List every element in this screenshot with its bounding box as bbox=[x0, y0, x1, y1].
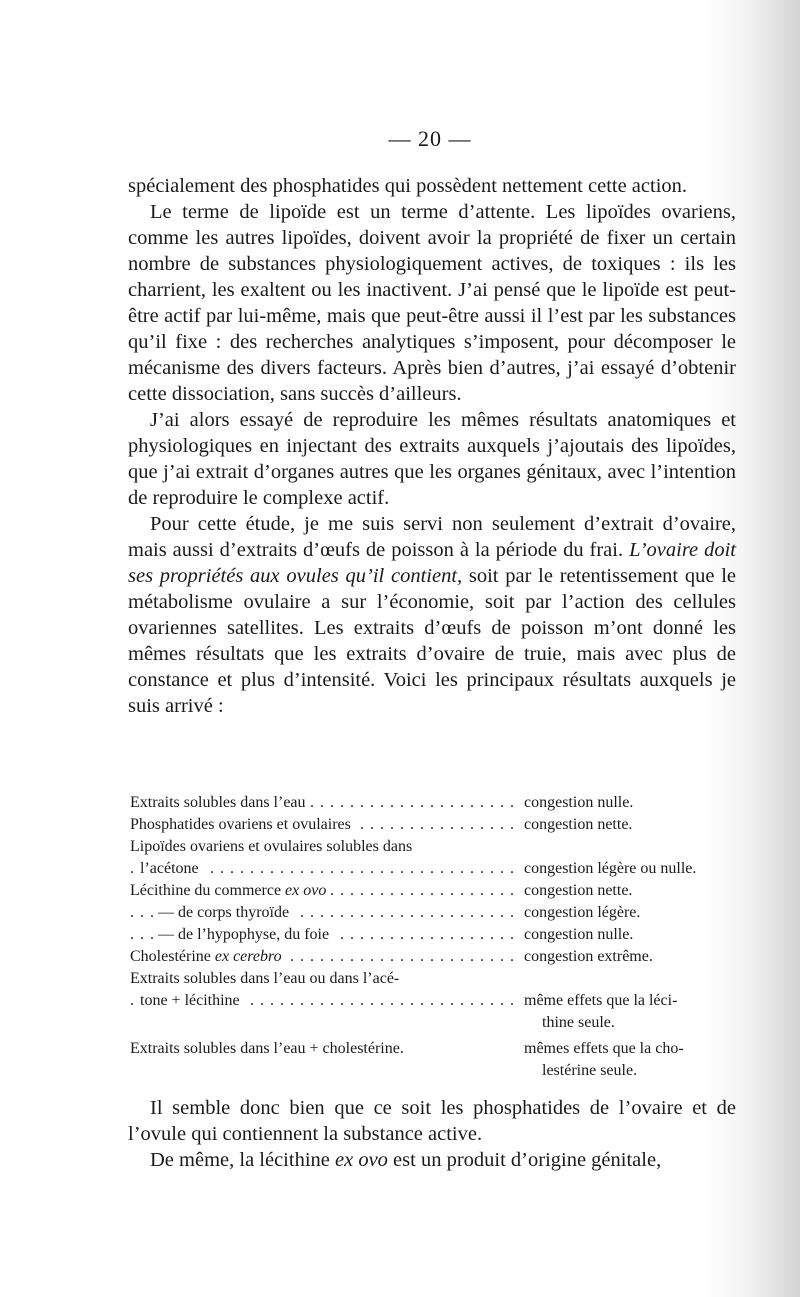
result-row bbox=[130, 814, 740, 836]
result-value: congestion nette. bbox=[524, 816, 633, 833]
result-item: — de corps thyroïde bbox=[158, 904, 293, 921]
body-text-bottom bbox=[128, 1095, 736, 1173]
result-item-line1: Extraits solubles dans l’eau ou dans l’acé- bbox=[130, 970, 400, 987]
result-row bbox=[130, 880, 740, 902]
paragraph-6: De même, la lécithine ex ovo est un produit d’origine génitale, bbox=[150, 1149, 662, 1171]
paragraph-6-italic: ex ovo bbox=[335, 1149, 388, 1171]
result-item: l’acétone bbox=[140, 860, 203, 877]
result-row bbox=[130, 858, 740, 880]
paragraph-5: Il semble donc bien que ce soit les phosphatides de l’ovaire et de l’ovule qui contiennent la substance active. bbox=[128, 1097, 736, 1145]
result-item: tone + lécithine bbox=[140, 992, 244, 1009]
paragraph-3: J’ai alors essayé de reproduire les mêmes résultats anatomiques et physiologiques en injectant des extraits auxquels j’ajoutais des lipoïdes, que j’ai extrait d’organes autres que les organes génitaux, avec l’intention de reproduire le complexe actif. bbox=[128, 409, 736, 509]
result-value: même effets que la léci- bbox=[524, 992, 678, 1009]
result-value: congestion légère ou nulle. bbox=[524, 860, 697, 877]
result-value: congestion nette. bbox=[524, 882, 633, 899]
paragraph-2: Le terme de lipoïde est un terme d’attente. Les lipoïdes ovariens, comme les autres lipoïdes, doivent avoir la propriété de fixer un certain nombre de substances physiologiquement actives, de toxiques : ils les charrient, les exaltent ou les inactivent. J’ai pensé que le lipoïde est peut-être actif par lui-même, mais que peut-être aussi il l’est par les substances qu’il fixe : des recherches analytiques s’imposent, pour décomposer le mécanisme des divers facteurs. Après bien d’autres, j’ai essayé d’obtenir cette dissociation, sans succès d’ailleurs. bbox=[128, 201, 736, 405]
result-row bbox=[130, 1038, 740, 1082]
body-text-top bbox=[128, 173, 736, 719]
result-value: congestion nulle. bbox=[524, 794, 634, 811]
result-value: congestion légère. bbox=[524, 904, 641, 921]
result-item: Lécithine du commerce ex ovo bbox=[130, 882, 330, 899]
paragraph-1: spécialement des phosphatides qui possèdent nettement cette action. bbox=[128, 175, 688, 197]
result-value-line2: lestérine seule. bbox=[542, 1062, 638, 1079]
result-item-line1: Lipoïdes ovariens et ovulaires solubles dans bbox=[130, 838, 413, 855]
result-item: Extraits solubles dans l’eau bbox=[130, 794, 310, 811]
result-row bbox=[130, 792, 740, 814]
result-row bbox=[130, 990, 740, 1034]
result-value-line2: thine seule. bbox=[542, 1014, 615, 1031]
result-item: — de l’hypophyse, du foie bbox=[158, 926, 333, 943]
result-row bbox=[130, 924, 740, 946]
results-table bbox=[130, 792, 740, 1082]
result-value: congestion extrême. bbox=[524, 948, 653, 965]
paragraph-4-text-b: soit par le retentissement que le métabolisme ovulaire a sur l’économie, soit par l’action des cellules ovariennes satellites. Les extraits d’œufs de poisson m’ont donné les mêmes résultats que les extraits d’ovaire de truie, mais avec plus de constance et plus d’intensité. Voici les principaux résultats auxquels je suis arrivé : bbox=[128, 565, 736, 717]
result-row bbox=[130, 946, 740, 968]
paragraph-4 bbox=[128, 511, 736, 719]
paragraph-4-italic: L’ovaire doit ses propriétés aux ovules qu’il contient, bbox=[128, 539, 736, 587]
result-value: congestion nulle. bbox=[524, 926, 634, 943]
page-number: — 20 — bbox=[388, 126, 472, 151]
result-row bbox=[130, 902, 740, 924]
paragraph-4-text-a: Pour cette étude, je me suis servi non seulement d’extrait d’ovaire, mais aussi d’extraits d’œufs de poisson à la période du frai. bbox=[128, 513, 736, 561]
result-item: Phosphatides ovariens et ovulaires bbox=[130, 816, 355, 833]
result-item: Extraits solubles dans l’eau + cholestérine. bbox=[130, 1040, 408, 1057]
result-item: Cholestérine ex cerebro bbox=[130, 948, 286, 965]
result-value: mêmes effets que la cho- bbox=[524, 1040, 684, 1057]
